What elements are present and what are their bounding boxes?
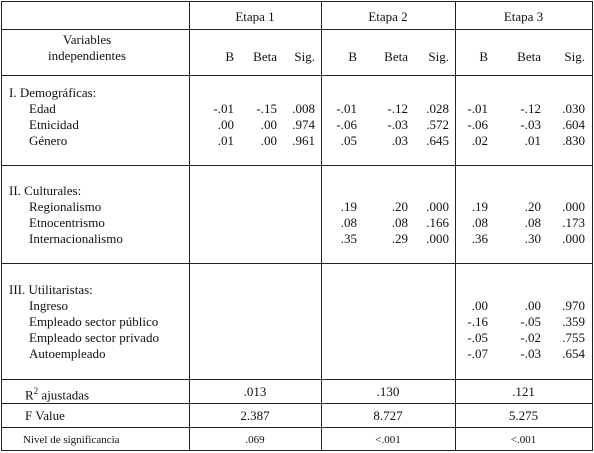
summary-label-3: Nivel de significancia [23,434,120,446]
rule-h-4 [1,263,592,264]
rule-v-4 [592,1,593,451]
cell-value: -.03 [520,117,541,132]
subcol-header-3-beta: Beta [517,49,541,64]
rule-v-1 [189,1,190,451]
row-label: Etnocentrismo [29,215,105,230]
cell-value: .30 [524,231,541,246]
cell-value: -.05 [467,330,488,345]
section-title-2: II. Culturales: [9,183,82,198]
summary-value: 2.387 [240,408,270,423]
row-label: Empleado sector público [29,314,159,329]
summary-value: 5.275 [508,408,539,423]
cell-value: .00 [260,133,277,148]
cell-value: -.07 [467,346,488,361]
cell-value: -.06 [467,117,488,132]
cell-value: .645 [426,133,449,148]
summary-label-2: F Value [25,408,65,423]
rule-h-5 [1,379,592,380]
cell-value: .20 [524,199,541,214]
cell-value: .08 [524,215,541,230]
cell-value: .173 [562,215,585,230]
subcol-header-1-sig: Sig. [294,49,315,64]
header-label-line1: Variables [62,32,112,47]
rule-v-0 [1,1,2,451]
cell-value: .19 [471,199,488,214]
cell-value: .00 [260,117,277,132]
cell-value: -.01 [467,101,488,116]
rule-h-3 [1,165,592,166]
cell-value: .604 [562,117,585,132]
row-label: Etnicidad [29,117,79,132]
cell-value: .000 [426,199,449,214]
cell-value: -.02 [520,330,541,345]
subcol-header-2-sig: Sig. [428,49,449,64]
cell-value: .030 [562,101,585,116]
cell-value: .05 [340,133,357,148]
summary-label-1: $R^2$ ajustadas [25,386,90,403]
summary-value: 8.727 [373,408,403,423]
rule-h-7 [1,427,592,428]
cell-value: .008 [292,101,315,116]
section-title-3: III. Utilitaristas: [9,282,93,297]
cell-value: .19 [340,199,357,214]
row-label: Edad [29,101,56,116]
subcol-header-3-b: B [479,49,488,64]
cell-value: .961 [292,133,315,148]
cell-value: -.15 [256,101,277,116]
row-label: Internacionalismo [29,231,123,246]
cell-value: .000 [426,231,449,246]
rule-h-8 [1,450,592,451]
cell-value: -.03 [520,346,541,361]
cell-value: .028 [426,101,449,116]
cell-value: .974 [292,117,315,132]
cell-value: .830 [562,133,585,148]
cell-value: .00 [217,117,234,132]
row-label: Empleado sector privado [29,330,159,345]
cell-value: .08 [391,215,408,230]
summary-value: .130 [376,384,400,399]
stage-header-3: Etapa 3 [503,9,544,24]
row-label: Regionalismo [29,199,102,214]
cell-value: .166 [426,215,449,230]
summary-value: .121 [512,384,535,399]
cell-value: .01 [217,133,234,148]
rule-v-3 [455,1,456,451]
cell-value: -.16 [467,314,488,329]
cell-value: .20 [391,199,408,214]
cell-value: .08 [471,215,488,230]
cell-value: .02 [471,133,488,148]
stage-header-2: Etapa 2 [368,9,408,24]
cell-value: .000 [562,199,585,214]
cell-value: -.12 [520,101,541,116]
rule-h-1 [1,29,592,30]
stage-header-1: Etapa 1 [235,9,275,24]
cell-value: .000 [562,231,585,246]
cell-value: -.12 [387,101,408,116]
summary-value: .013 [243,384,267,399]
row-label: Género [29,133,68,148]
rule-h-0 [1,1,592,2]
subcol-header-3-sig: Sig. [564,49,585,64]
section-title-1: I. Demográficas: [9,85,97,100]
cell-value: -.03 [387,117,408,132]
cell-value: -.01 [213,101,234,116]
cell-value: .36 [471,231,488,246]
cell-value: .08 [340,215,357,230]
row-label: Autoempleado [29,346,106,361]
cell-value: -.01 [336,101,357,116]
cell-value: .03 [391,133,408,148]
cell-value: .359 [562,314,585,329]
cell-value: .01 [524,133,541,148]
subcol-header-2-beta: Beta [384,49,408,64]
cell-value: .654 [562,346,585,361]
cell-value: .572 [426,117,449,132]
rule-h-6 [1,403,592,404]
cell-value: -.05 [520,314,541,329]
cell-value: .00 [524,298,541,313]
subcol-header-1-beta: Beta [253,49,277,64]
rule-v-2 [321,1,322,451]
row-label: Ingreso [29,298,68,313]
summary-value: <.001 [375,434,401,446]
cell-value: .00 [471,298,488,313]
regression-table [1,1,592,451]
cell-value: .35 [340,231,357,246]
cell-value: .755 [562,330,585,345]
subcol-header-1-b: B [225,49,234,64]
rule-h-2 [1,75,592,76]
cell-value: .970 [562,298,585,313]
cell-value: -.06 [336,117,357,132]
cell-value: .29 [391,231,408,246]
subcol-header-2-b: B [348,49,357,64]
summary-value: .069 [245,434,265,446]
superscript: 2 [33,386,39,396]
summary-value: <.001 [510,434,537,446]
header-label-line2: independientes [48,48,126,63]
